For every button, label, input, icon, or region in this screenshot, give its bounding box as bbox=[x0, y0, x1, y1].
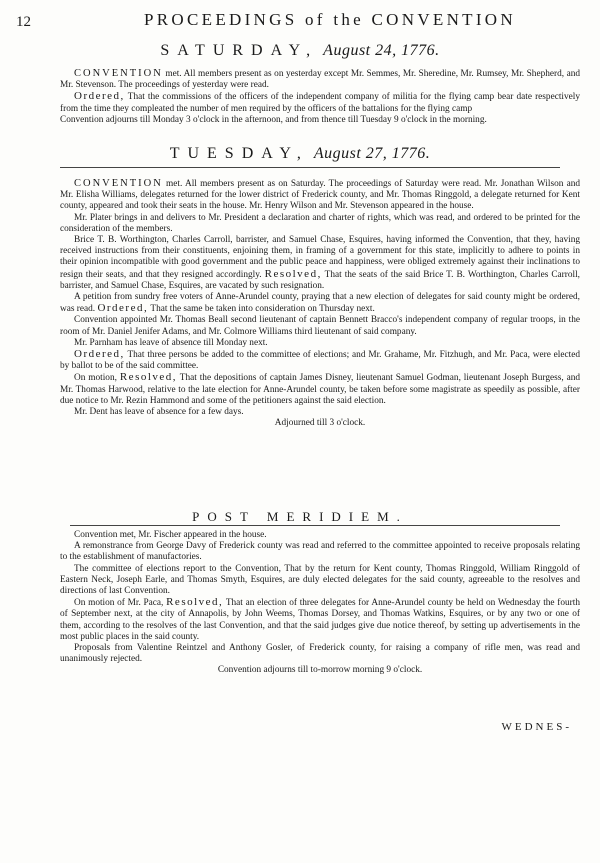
day-date: August 24, 1776. bbox=[323, 42, 440, 59]
divider-rule bbox=[60, 167, 560, 168]
running-head: PROCEEDINGS of the CONVENTION bbox=[144, 10, 516, 29]
catchword: WEDNES- bbox=[501, 721, 572, 733]
page-number: 12 bbox=[16, 14, 31, 30]
saturday-proceedings bbox=[60, 68, 580, 126]
paragraph: A petition from sundry free voters of Anne-Arundel county, praying that a new election of delegates for said county might be ordered, was read. Ordered, That the same be taken into consideration on Thursday next. bbox=[60, 292, 580, 315]
paragraph: Convention appointed Mr. Thomas Beall second lieutenant of captain Bennett Bracco's independent company of regular troops, in the room of Mr. Daniel Jenifer Adams, and Mr. Colmore Williams third lieutenant of said company. bbox=[60, 315, 580, 337]
divider-rule bbox=[70, 525, 560, 526]
day-name: TUESDAY, bbox=[169, 145, 309, 162]
paragraph: The committee of elections report to the Convention, That by the return for Kent county, Thomas Ringgold, William Ringgold of Eastern Neck, Joseph Earle, and Thomas Smyth, Esquires, are duly elected delegates for the said county, agreeable to the resolves and directions of last Convention. bbox=[60, 563, 580, 597]
adjournment-line: Convention adjourns till to-morrow morning 9 o'clock. bbox=[217, 665, 423, 676]
paragraph: Mr. Plater brings in and delivers to Mr. President a declaration and charter of rights, which was read, and ordered to be printed for the consideration of the members. bbox=[60, 212, 580, 234]
afternoon-proceedings bbox=[60, 530, 580, 677]
paragraph: Mr. Dent has leave of absence for a few days. bbox=[74, 407, 244, 418]
paragraph: On motion, Resolved, That the depositions of captain James Disney, lieutenant Samuel Godman, lieutenant Joseph Burgess, and Mr. Thomas Harwood, relative to the late election for Anne-Arundel county, be taken before some magistrate as speedily as possible, after due notice to Mr. Rezin Hammond and some of the petitioners against the said election. bbox=[60, 371, 580, 406]
tuesday-proceedings bbox=[60, 178, 580, 429]
paragraph: Convention met, Mr. Fischer appeared in the house. bbox=[74, 530, 267, 540]
paragraph: Proposals from Valentine Reintzel and Anthony Gosler, of Frederick county, for raising a company of rifle men, was read and unanimously rejected. bbox=[60, 643, 580, 665]
paragraph: Ordered, That three persons be added to the committee of elections; and Mr. Grahame, Mr. Fitzhugh, and Mr. Paca, were elected by ballot to be of the said committee. bbox=[60, 348, 580, 372]
day-name: SATURDAY, bbox=[160, 42, 319, 59]
day-heading-tuesday bbox=[0, 145, 600, 163]
paragraph: Brice T. B. Worthington, Charles Carroll, barrister, and Samuel Chase, Esquires, having informed the Convention, that they, having received instructions from their constituents, enjoining them, in framing of a government for this state, implicitly to adhere to points in their opinion incompatible with good government and the public peace and happiness, were obliged extremely against their inclinations to resign their seats, and that they resigned accordingly. Resolved, That the seats of the said Brice T. B. Worthington, Charles Carroll, barrister, and Samuel Chase, Esquires, are vacated by such resignation. bbox=[60, 235, 580, 291]
paragraph: A remonstrance from George Davy of Frederick county was read and referred to the committee appointed to receive proposals relating to the establishment of manufactories. bbox=[60, 541, 580, 563]
paragraph: On motion of Mr. Paca, Resolved, That an election of three delegates for Anne-Arundel county be held on Wednesday the fourth of September next, at the city of Annapolis, by John Weems, Thomas Dorsey, and Thomas Watkins, Esquires, or by any two or one of them, according to the resolves of the last Convention, and that the said judges give due notice thereof, by setting up advertisements in the most public places in the said county. bbox=[60, 596, 580, 642]
post-meridiem-heading: POST MERIDIEM. bbox=[192, 509, 408, 524]
paragraph: Convention adjourns till Monday 3 o'clock in the afternoon, and from thence till Tuesday 9 o'clock in the morning. bbox=[60, 114, 487, 125]
adjournment-line: Adjourned till 3 o'clock. bbox=[274, 418, 366, 429]
paragraph: Mr. Parnham has leave of absence till Monday next. bbox=[74, 337, 268, 348]
paragraph: CONVENTION met. All members present as on yesterday except Mr. Semmes, Mr. Sheredine, Mr. Rumsey, Mr. Shepherd, and Mr. Stevenson. The proceedings of yesterday were read. bbox=[60, 68, 580, 91]
day-heading-saturday bbox=[0, 42, 600, 60]
day-date: August 27, 1776. bbox=[313, 145, 431, 162]
paragraph: CONVENTION met. All members present as on Saturday. The proceedings of Saturday were read. Mr. Jonathan Wilson and Mr. Elisha Williams, delegates returned for the lower district of Frederick county, and Mr. Thomas Ringgold, a delegate returned for Kent county, appeared and took their seats in the house. Mr. Henry Wilson and Mr. Stevenson appeared in the house. bbox=[60, 178, 580, 212]
paragraph: Ordered, That the commissions of the officers of the independent company of militia for the flying camp bear date respectively from the time they compleated the number of men required by the officers of the battalions for the flying camp bbox=[60, 90, 580, 114]
